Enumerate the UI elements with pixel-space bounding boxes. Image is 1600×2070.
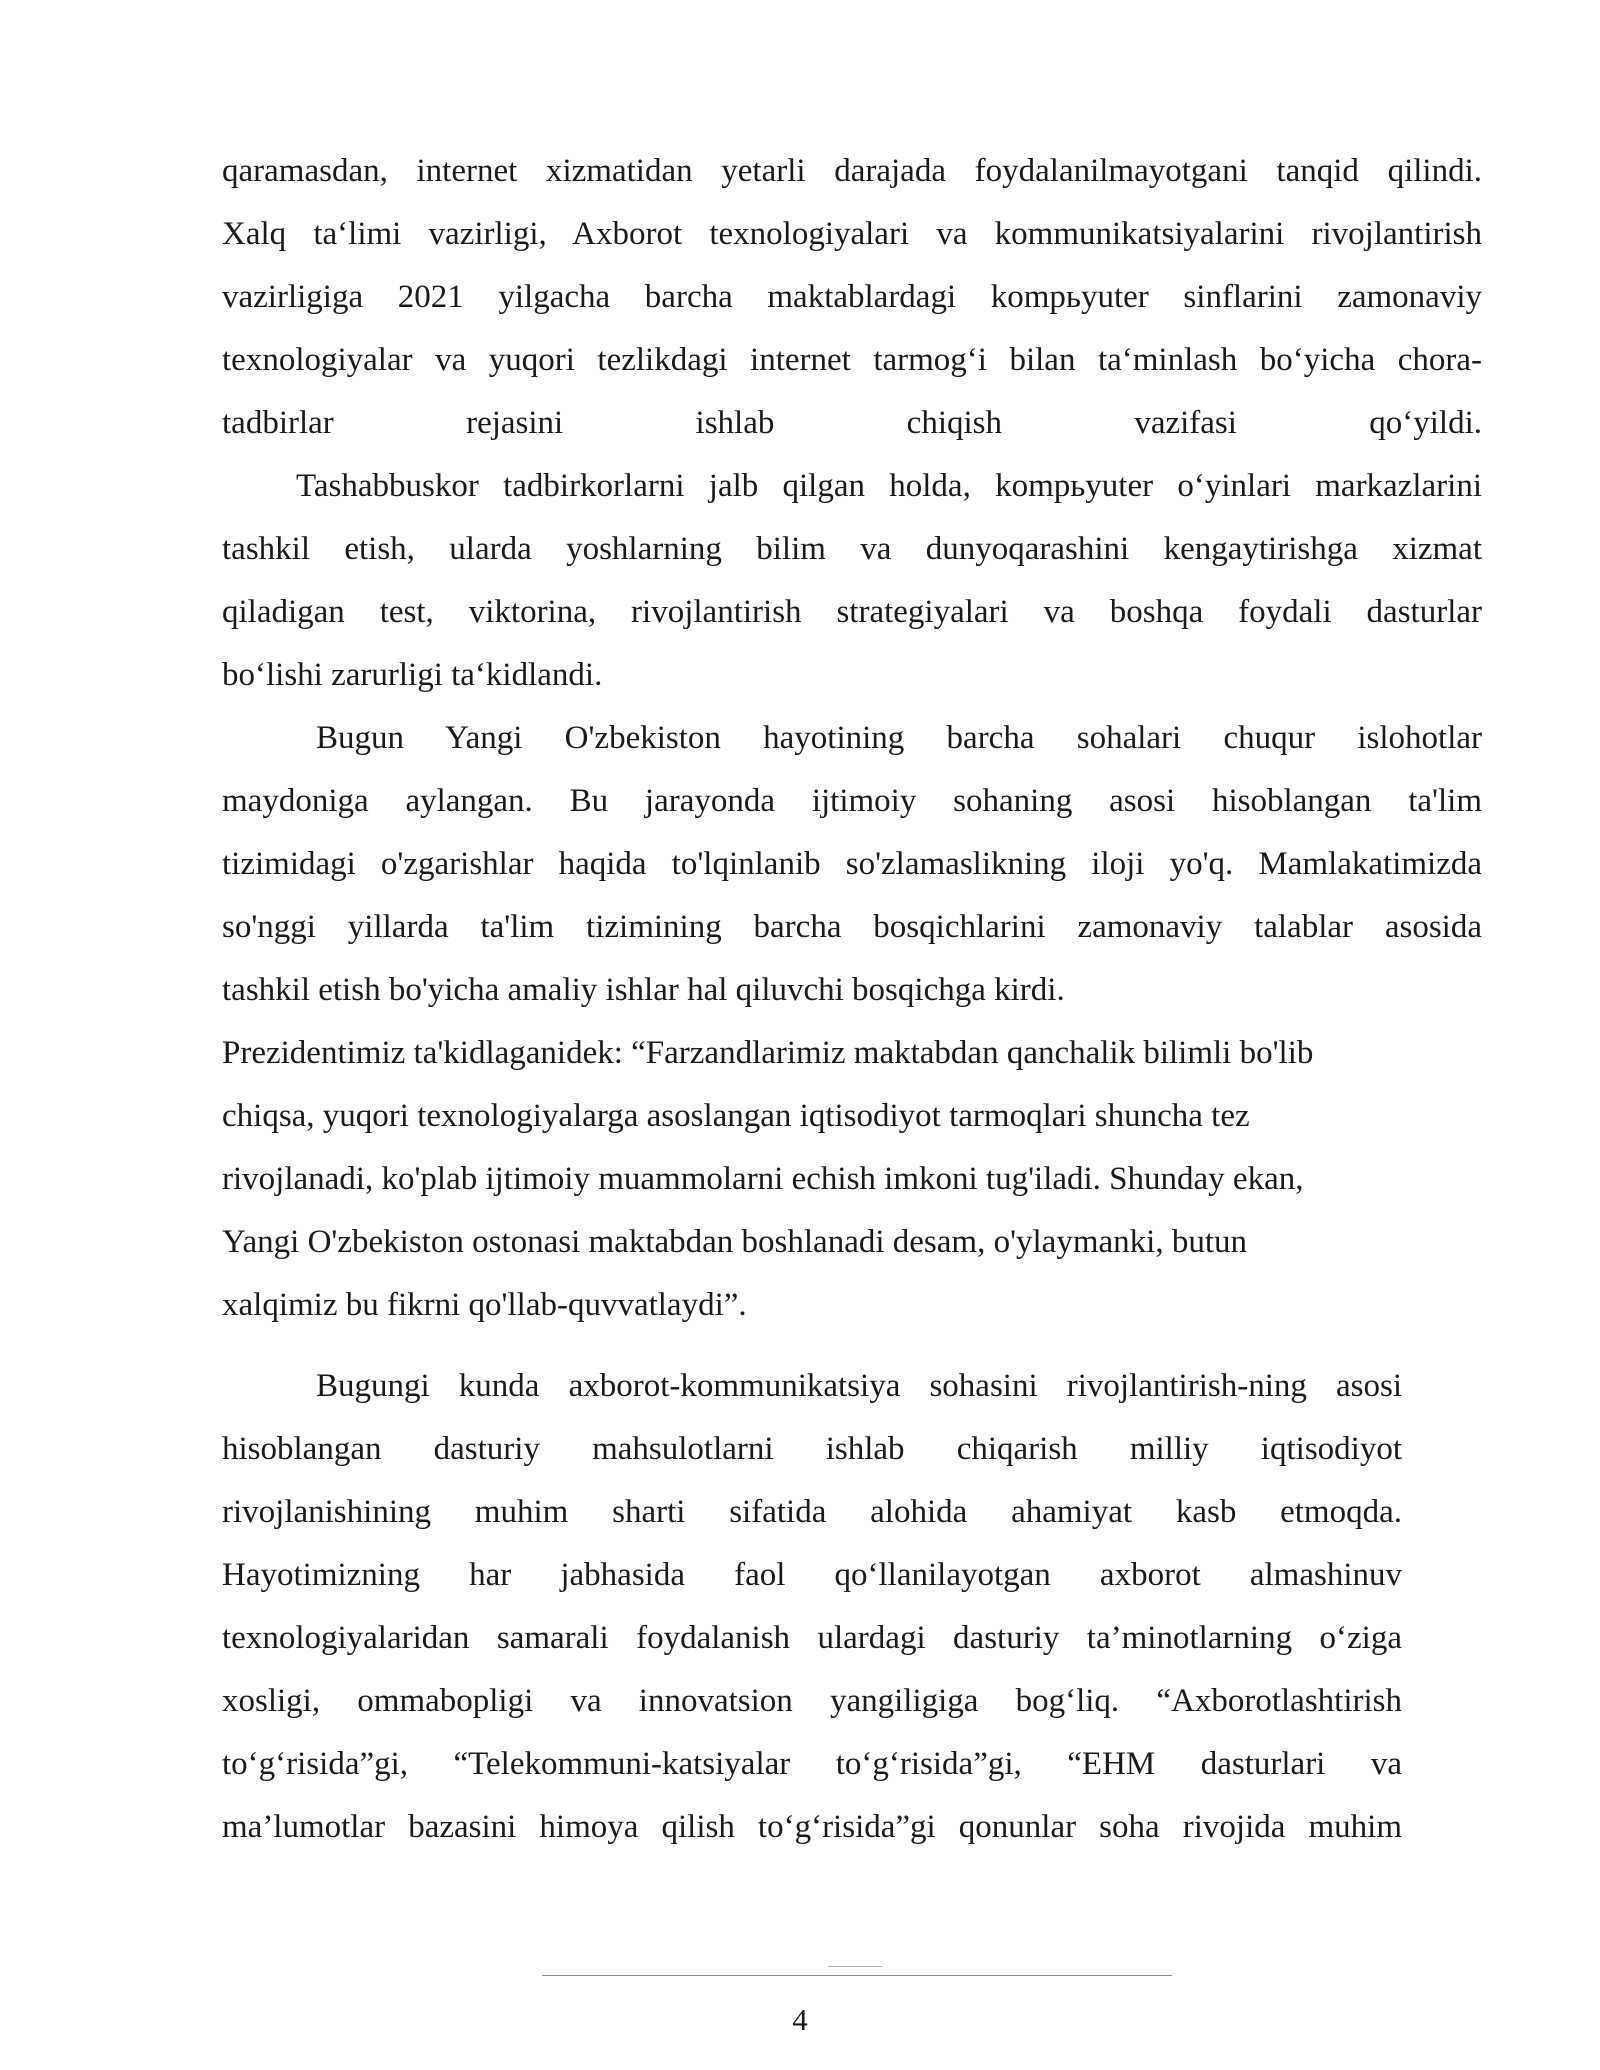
paragraph-line: Bugungi kunda axborot-kommunikatsiya sohasini rivojlantirish-ning asosi: [316, 1368, 1402, 1404]
paragraph-line: so'nggi yillarda ta'lim tizimining barcha bosqichlarini zamonaviy talablar asosida: [222, 909, 1482, 945]
paragraph-line: maydoniga aylangan. Bu jarayonda ijtimoiy sohaning asosi hisoblangan ta'lim: [222, 783, 1482, 819]
paragraph-line: rivojlanadi, ko'plab ijtimoiy muammolarni echish imkoni tug'iladi. Shunday ekan,: [222, 1161, 1304, 1197]
paragraph-line: tashkil etish, ularda yoshlarning bilim va dunyoqarashini kengaytirishga xizmat: [222, 531, 1482, 567]
paragraph-line: xalqimiz bu fikrni qo'llab-quvvatlaydi”.: [222, 1287, 747, 1323]
paragraph-line: bo‘lishi zarurligi ta‘kidlandi.: [222, 657, 603, 693]
paragraph-line: tashkil etish bo'yicha amaliy ishlar hal qiluvchi bosqichga kirdi.: [222, 972, 1065, 1008]
paragraph-line: vazirligiga 2021 yilgacha barcha maktablardagi kompьyuter sinflarini zamonaviy: [222, 279, 1482, 315]
page-number: 4: [792, 2002, 808, 2037]
paragraph-line: qiladigan test, viktorina, rivojlantirish strategiyalari va boshqa foydali dasturlar: [222, 594, 1482, 630]
paragraph-3: [222, 707, 1482, 1022]
paragraph-line: Prezidentimiz ta'kidlaganidek: “Farzandlarimiz maktabdan qanchalik bilimli bo'lib: [222, 1035, 1314, 1071]
paragraph-1: [222, 140, 1482, 455]
paragraph-line: Tashabbuskor tadbirkorlarni jalb qilgan holda, kompьyuter o‘yinlari markazlarini: [296, 468, 1482, 504]
paragraph-line: xosligi, ommabopligi va innovatsion yangiligiga bog‘liq. “Axborotlashtirish: [222, 1683, 1402, 1719]
paragraph-line: chiqsa, yuqori texnologiyalarga asoslangan iqtisodiyot tarmoqlari shuncha tez: [222, 1098, 1250, 1134]
paragraph-line: Hayotimizning har jabhasida faol qo‘llanilayotgan axborot almashinuv: [222, 1557, 1402, 1593]
paragraph-line: rivojlanishining muhim sharti sifatida alohida ahamiyat kasb etmoqda.: [222, 1494, 1402, 1530]
paragraph-line: tizimidagi o'zgarishlar haqida to'lqinlanib so'zlamaslikning iloji yo'q. Mamlakatimizda: [222, 846, 1482, 882]
paragraph-line: hisoblangan dasturiy mahsulotlarni ishlab chiqarish milliy iqtisodiyot: [222, 1431, 1402, 1467]
paragraph-line: Bugun Yangi O'zbekiston hayotining barcha sohalari chuqur islohotlar: [316, 720, 1482, 756]
paragraph-2: [222, 455, 1482, 707]
footer-mark: [828, 1966, 882, 1967]
paragraph-4-quote: [222, 1022, 1482, 1337]
paragraph-line: texnologiyalaridan samarali foydalanish ulardagi dasturiy ta’minotlarning o‘ziga: [222, 1620, 1402, 1656]
paragraph-line: tadbirlar rejasini ishlab chiqish vazifasi qo‘yildi.: [222, 405, 1482, 441]
paragraph-line: to‘g‘risida”gi, “Telekommuni-katsiyalar to‘g‘risida”gi, “EHM dasturlari va: [222, 1746, 1402, 1782]
paragraph-5: [222, 1355, 1402, 1859]
paragraph-line: ma’lumotlar bazasini himoya qilish to‘g‘risida”gi qonunlar soha rivojida muhim: [222, 1809, 1402, 1845]
paragraph-line: Yangi O'zbekiston ostonasi maktabdan boshlanadi desam, o'ylaymanki, butun: [222, 1224, 1247, 1260]
paragraph-line: Xalq ta‘limi vazirligi, Axborot texnologiyalari va kommunikatsiyalarini rivojlantirish: [222, 216, 1482, 252]
paragraph-line: qaramasdan, internet xizmatidan yetarli darajada foydalanilmayotgani tanqid qilindi.: [222, 153, 1482, 189]
paragraph-line: texnologiyalar va yuqori tezlikdagi internet tarmog‘i bilan ta‘minlash bo‘yicha chora-: [222, 342, 1482, 378]
footer-divider: [542, 1975, 1172, 1976]
